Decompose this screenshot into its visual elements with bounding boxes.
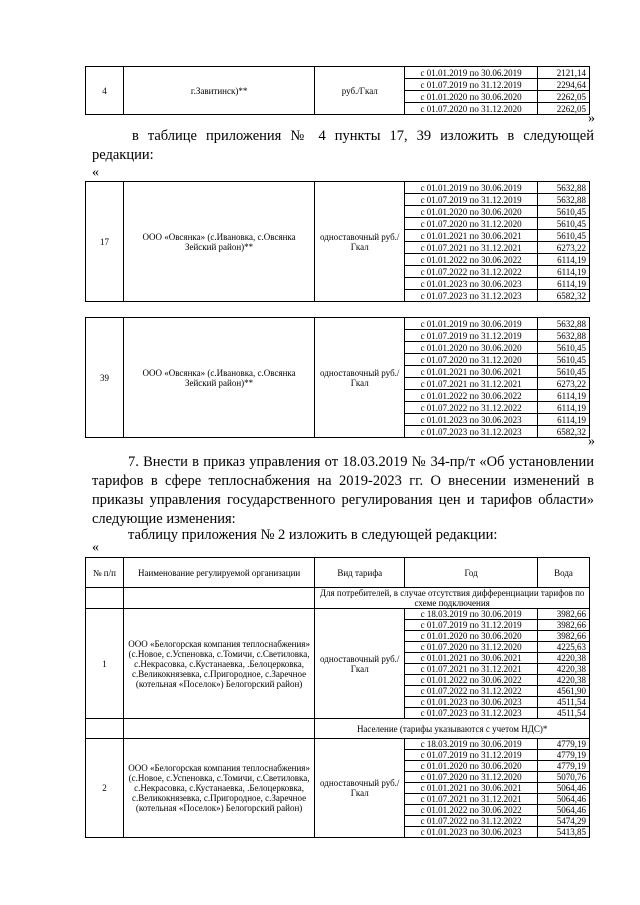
period-cell: с 01.01.2023 по 30.06.2023: [405, 827, 538, 838]
tariff-table-top-body: [86, 67, 590, 115]
period-cell: с 01.01.2022 по 30.06.2022: [405, 390, 538, 402]
period-cell: с 01.07.2023 по 31.12.2023: [405, 290, 538, 302]
column-header: Вид тарифа: [315, 558, 405, 588]
tariff-table-39-body: [86, 318, 590, 438]
period-cell: с 01.07.2022 по 31.12.2022: [405, 402, 538, 414]
period-cell: с 01.07.2020 по 31.12.2020: [405, 642, 538, 653]
period-cell: с 01.01.2021 по 30.06.2021: [405, 653, 538, 664]
tariff-type: руб./Гкал: [315, 67, 405, 115]
tariff-table-2-body: [86, 558, 590, 838]
period-cell: с 01.07.2021 по 31.12.2021: [405, 794, 538, 805]
open-quote-1: «: [92, 165, 99, 180]
tariff-type: одноставочный руб./Гкал: [315, 182, 405, 302]
empty-cell: [86, 588, 124, 609]
column-header: Год: [405, 558, 538, 588]
period-cell: с 01.07.2021 по 31.12.2021: [405, 378, 538, 390]
period-cell: с 01.01.2023 по 30.06.2023: [405, 414, 538, 426]
value-cell: 6114,19: [538, 266, 590, 278]
period-cell: с 01.01.2023 по 30.06.2023: [405, 697, 538, 708]
column-header: Наименование регулируемой организации: [123, 558, 314, 588]
empty-cell: [123, 719, 314, 739]
table-row: [86, 318, 590, 330]
value-cell: 6582,32: [538, 426, 590, 438]
period-cell: с 01.07.2020 по 31.12.2020: [405, 103, 538, 115]
row-number: 39: [86, 318, 124, 438]
value-cell: 6114,19: [538, 402, 590, 414]
table-row: [86, 739, 590, 750]
value-cell: 4225,63: [538, 642, 590, 653]
paragraph-1: в таблице приложения № 4 пункты 17, 39 изложить в следующей редакции:: [92, 128, 594, 163]
column-header: Вода: [538, 558, 590, 588]
period-cell: с 01.01.2020 по 30.06.2020: [405, 342, 538, 354]
value-cell: 5632,88: [538, 330, 590, 342]
period-cell: с 01.01.2023 по 30.06.2023: [405, 278, 538, 290]
tariff-table-item-17: [85, 181, 590, 302]
row-number: 17: [86, 182, 124, 302]
value-cell: 4511,54: [538, 697, 590, 708]
period-cell: с 01.07.2021 по 31.12.2021: [405, 664, 538, 675]
organization-name: г.Завитинск)**: [123, 67, 315, 115]
period-cell: с 01.07.2022 по 31.12.2022: [405, 266, 538, 278]
section-label: Население (тарифы указываются с учетом НДС)*: [315, 719, 590, 739]
column-header: № п/п: [86, 558, 124, 588]
value-cell: 2121,14: [538, 67, 590, 79]
value-cell: 5610,45: [538, 230, 590, 242]
tariff-table-item-39: [85, 317, 590, 438]
period-cell: с 01.07.2019 по 31.12.2019: [405, 330, 538, 342]
period-cell: с 18.03.2019 по 30.06.2019: [405, 609, 538, 620]
value-cell: 5632,88: [538, 318, 590, 330]
period-cell: с 01.07.2021 по 31.12.2021: [405, 242, 538, 254]
period-cell: с 01.01.2021 по 30.06.2021: [405, 783, 538, 794]
value-cell: 5064,46: [538, 783, 590, 794]
section-row-general: [86, 588, 590, 609]
row-number: 2: [86, 739, 124, 838]
period-cell: с 01.01.2019 по 30.06.2019: [405, 182, 538, 194]
value-cell: 5064,46: [538, 794, 590, 805]
period-cell: с 01.07.2020 по 31.12.2020: [405, 354, 538, 366]
organization-name: ООО «Овсянка» (с.Ивановка, с.Овсянка Зейский район)**: [123, 318, 314, 438]
value-cell: 4779,19: [538, 761, 590, 772]
value-cell: 5070,76: [538, 772, 590, 783]
period-cell: с 01.07.2023 по 31.12.2023: [405, 708, 538, 719]
value-cell: 5610,45: [538, 354, 590, 366]
row-number: 1: [86, 609, 124, 719]
tariff-table-appendix-2: [85, 557, 590, 838]
empty-cell: [123, 588, 314, 609]
value-cell: 5610,45: [538, 342, 590, 354]
tariff-type: одноставочный руб./Гкал: [315, 739, 405, 838]
value-cell: 4220,38: [538, 664, 590, 675]
period-cell: с 01.01.2020 по 30.06.2020: [405, 206, 538, 218]
period-cell: с 01.07.2019 по 31.12.2019: [405, 620, 538, 631]
table-row: [86, 609, 590, 620]
open-quote-2: «: [92, 540, 99, 555]
paragraph-2: 7. Внести в приказ управления от 18.03.2019 № 34-пр/т «Об установлении тарифов в сфере теплоснабжения на 2019-2023 гг. О внесении изменений в приказы управления государственного регулирования цен и тарифов области» следующие изменения:: [92, 454, 594, 527]
organization-name: ООО «Белогорская компания теплоснабжения» (с.Новое, с.Успеновка, с.Томичи, с.Светиловка, с.Некрасовка, с.Кустанаевка, .Белоцерковка, с.Великокнязевка, с.Пригородное, с.Заречное (котельная «Поселок») Белогорский район): [123, 609, 314, 719]
tariff-type: одноставочный руб./Гкал: [315, 609, 405, 719]
value-cell: 5064,46: [538, 805, 590, 816]
value-cell: 5632,88: [538, 194, 590, 206]
value-cell: 5610,45: [538, 366, 590, 378]
empty-cell: [86, 719, 124, 739]
value-cell: 5610,45: [538, 218, 590, 230]
period-cell: с 01.07.2019 по 31.12.2019: [405, 750, 538, 761]
value-cell: 6114,19: [538, 414, 590, 426]
value-cell: 4779,19: [538, 750, 590, 761]
value-cell: 6114,19: [538, 278, 590, 290]
value-cell: 5413,85: [538, 827, 590, 838]
paragraph-3: таблицу приложения № 2 изложить в следующей редакции:: [128, 527, 498, 543]
value-cell: 6273,22: [538, 378, 590, 390]
section-label: Для потребителей, в случае отсутствия дифференциации тарифов по схеме подключения: [315, 588, 590, 609]
value-cell: 4220,38: [538, 653, 590, 664]
period-cell: с 18.03.2019 по 30.06.2019: [405, 739, 538, 750]
close-quote-1: »: [588, 111, 595, 126]
value-cell: 3982,66: [538, 631, 590, 642]
value-cell: 2262,05: [538, 103, 590, 115]
period-cell: с 01.07.2019 по 31.12.2019: [405, 79, 538, 91]
period-cell: с 01.07.2020 по 31.12.2020: [405, 772, 538, 783]
period-cell: с 01.01.2022 по 30.06.2022: [405, 675, 538, 686]
value-cell: 2262,05: [538, 91, 590, 103]
value-cell: 5632,88: [538, 182, 590, 194]
close-quote-2: »: [588, 434, 595, 449]
period-cell: с 01.07.2020 по 31.12.2020: [405, 218, 538, 230]
value-cell: 6114,19: [538, 254, 590, 266]
section-row-population: [86, 719, 590, 739]
value-cell: 3982,66: [538, 609, 590, 620]
tariff-type: одноставочный руб./Гкал: [315, 318, 405, 438]
period-cell: с 01.01.2020 по 30.06.2020: [405, 761, 538, 772]
period-cell: с 01.01.2022 по 30.06.2022: [405, 805, 538, 816]
tariff-table-top: [85, 66, 590, 115]
value-cell: 2294,64: [538, 79, 590, 91]
value-cell: 6582,32: [538, 290, 590, 302]
value-cell: 5610,45: [538, 206, 590, 218]
period-cell: с 01.07.2023 по 31.12.2023: [405, 426, 538, 438]
period-cell: с 01.01.2022 по 30.06.2022: [405, 254, 538, 266]
value-cell: 5474,29: [538, 816, 590, 827]
value-cell: 3982,66: [538, 620, 590, 631]
organization-name: ООО «Овсянка» (с.Ивановка, с.Овсянка Зейский район)**: [123, 182, 314, 302]
table-row: [86, 67, 590, 79]
organization-name: ООО «Белогорская компания теплоснабжения» (с.Новое, с.Успеновка, с.Томичи, с.Светиловка, с.Некрасовка, с.Кустанаевка, .Белоцерковка, с.Великокнязевка, с.Пригородное, с.Заречное (котельная «Поселок») Белогорский район): [123, 739, 314, 838]
period-cell: с 01.01.2021 по 30.06.2021: [405, 366, 538, 378]
value-cell: 4220,38: [538, 675, 590, 686]
period-cell: с 01.07.2019 по 31.12.2019: [405, 194, 538, 206]
period-cell: с 01.01.2019 по 30.06.2019: [405, 67, 538, 79]
value-cell: 6273,22: [538, 242, 590, 254]
value-cell: 4561,90: [538, 686, 590, 697]
table-row: [86, 182, 590, 194]
table-header-row: [86, 558, 590, 588]
period-cell: с 01.01.2020 по 30.06.2020: [405, 91, 538, 103]
tariff-table-17-body: [86, 182, 590, 302]
period-cell: с 01.07.2022 по 31.12.2022: [405, 816, 538, 827]
value-cell: 4511,54: [538, 708, 590, 719]
value-cell: 4779,19: [538, 739, 590, 750]
period-cell: с 01.01.2020 по 30.06.2020: [405, 631, 538, 642]
value-cell: 6114,19: [538, 390, 590, 402]
row-number: 4: [86, 67, 124, 115]
period-cell: с 01.01.2021 по 30.06.2021: [405, 230, 538, 242]
period-cell: с 01.07.2022 по 31.12.2022: [405, 686, 538, 697]
period-cell: с 01.01.2019 по 30.06.2019: [405, 318, 538, 330]
